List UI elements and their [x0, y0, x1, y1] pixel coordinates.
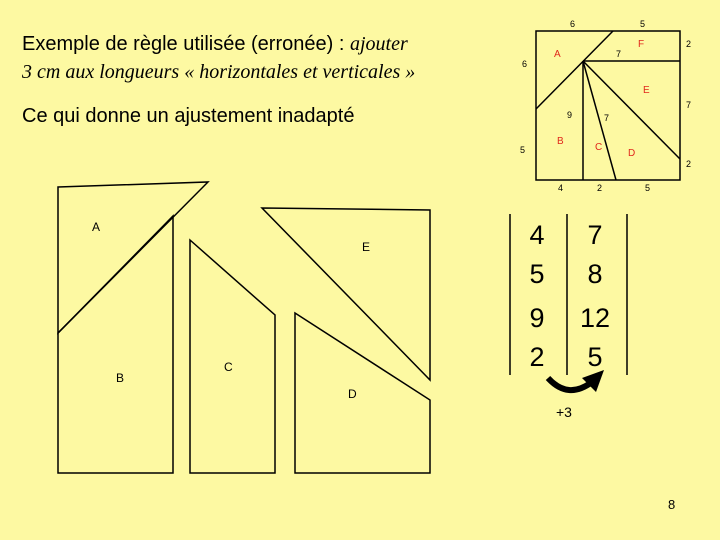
large-piece-b: [58, 216, 173, 473]
dim-inner-7: 7: [604, 113, 610, 123]
table-left-cell: 2: [529, 342, 545, 372]
table-left-cell: 5: [529, 259, 545, 289]
dim-right-bottom: 2: [686, 159, 692, 169]
dim-top-left: 6: [570, 19, 576, 29]
dim-inner-f: 7: [616, 49, 622, 59]
table-left-cell: 9: [529, 303, 545, 333]
large-label-c: C: [224, 360, 233, 374]
dim-left-bottom: 5: [520, 145, 526, 155]
small-label-d: D: [628, 148, 636, 159]
dim-right-mid: 7: [686, 100, 692, 110]
small-cut-a: [536, 31, 613, 109]
title-italic-1: ajouter: [349, 33, 408, 55]
small-label-f: F: [638, 39, 645, 50]
large-label-d: D: [348, 387, 357, 401]
small-label-a: A: [554, 49, 561, 60]
page-number: 8: [668, 497, 676, 512]
large-piece-e: [262, 208, 430, 380]
dim-inner-9: 9: [567, 110, 573, 120]
table-right-cell: 8: [587, 259, 603, 289]
small-cut-c: [583, 61, 616, 180]
dim-left-top: 6: [522, 59, 528, 69]
large-label-a: A: [92, 220, 101, 234]
table-right-cell: 7: [587, 220, 603, 250]
dim-bottom-right: 5: [645, 183, 651, 193]
table-left-cell: 4: [529, 220, 545, 250]
dim-bottom-mid: 2: [597, 183, 603, 193]
dim-bottom-left: 4: [558, 183, 564, 193]
dim-top-right: 5: [640, 19, 646, 29]
title-regular: Exemple de règle utilisée (erronée) :: [22, 33, 345, 55]
title-italic-2: 3 cm aux longueurs « horizontales et verticales »: [22, 61, 416, 83]
small-label-c: C: [595, 142, 603, 153]
small-label-e: E: [643, 85, 650, 96]
large-piece-c: [190, 240, 275, 473]
table-right-cell: 5: [587, 342, 603, 372]
slide-subtitle: Ce qui donne un ajustement inadapté: [22, 105, 355, 127]
dim-right-top: 2: [686, 39, 692, 49]
table-right-cell: 12: [579, 303, 611, 333]
large-label-b: B: [116, 371, 125, 385]
large-piece-d: [295, 313, 430, 473]
arrow-label: +3: [556, 404, 572, 420]
large-label-e: E: [362, 240, 371, 254]
small-label-b: B: [557, 136, 564, 147]
